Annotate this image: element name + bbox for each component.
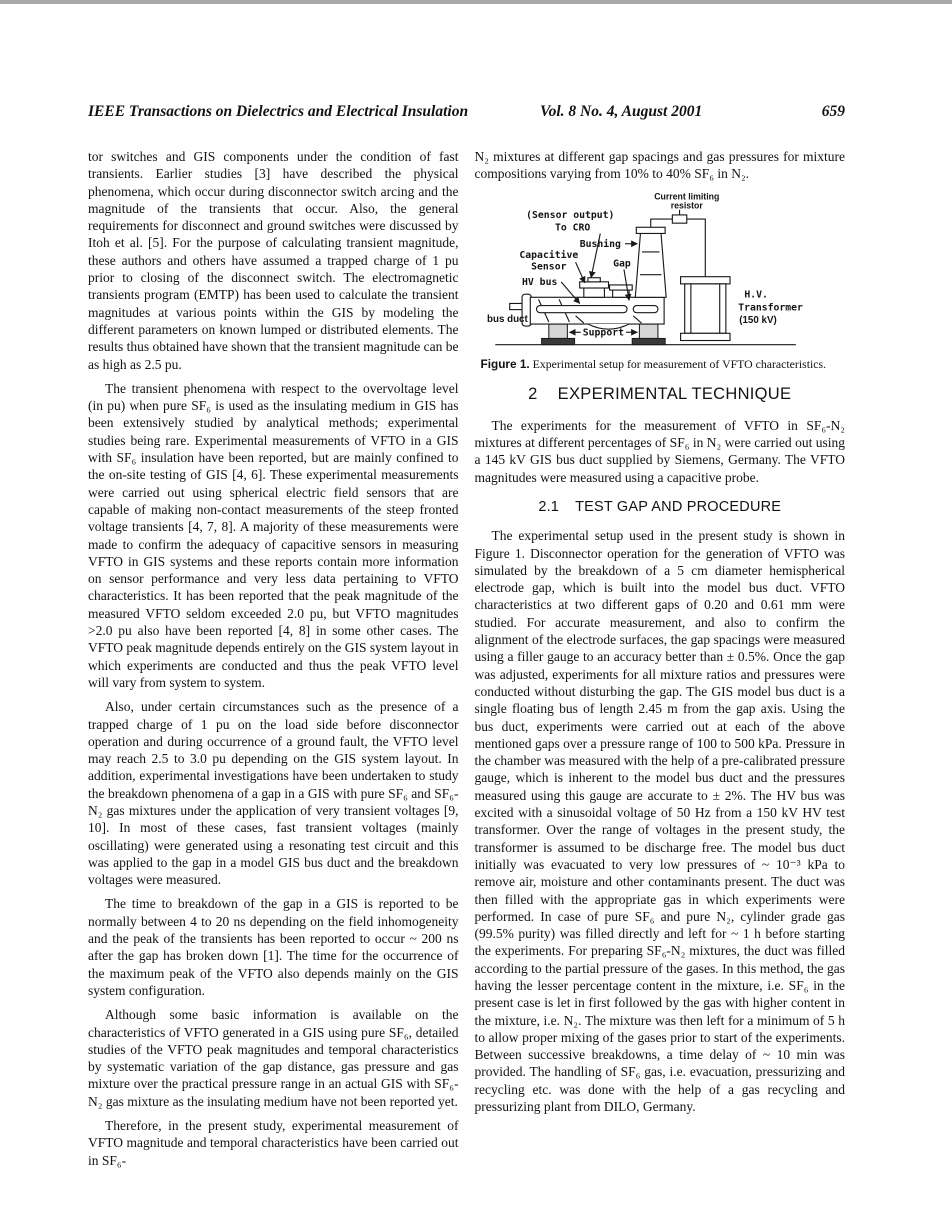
right-column	[475, 148, 846, 1176]
paragraph: The transient phenomena with respect to the overvoltage level (in pu) when pure SF₆ is used as the insulating medium in GIS has been extensively studied by analytical methods; experimental studies being rare. Experimental measurements of VFTO in a GIS with SF₆ insulation have been reported, but are mainly confined to the on-site testing of GIS [4, 6]. These experimental measurements were carried out using spherical electric field sensors that are capable of making non-contact measurements of the steep fronted voltage transients [4, 7, 8]. A majority of these measurements were made to confirm the adequacy of capacitive sensors in measuring VFTO in GIS systems and these reports contain more information on sensor performance and very less data pertaining to VFTO characteristics. It has been reported that the peak magnitude of the measured VFTO seldom exceeded 2.0 pu, but VFTO magnitudes >2.0 pu also have been reported [4, 8] in some other cases. The VFTO peak magnitude depends entirely on the GIS system layout in which experiments are conducted and thus the peak VFTO level will vary from system to system.	[88, 380, 459, 690]
paragraph: Therefore, in the present study, experimental measurement of VFTO magnitude and temporal characteristics have been carried out in SF₆-	[88, 1118, 459, 1168]
label-support: Support	[582, 326, 624, 338]
running-header	[88, 103, 845, 121]
subsection-number: 2.1	[538, 498, 560, 515]
paragraph: tor switches and GIS components under the condition of fast transients. Earlier studies [3] have described the physical phenomena, which occur during disconnector switch arcing and the magnitude of the transients that occur. Also, the general requirements for disconnect and ground switches were discussed by Itoh et al. [5]. For the purpose of calculating transient magnitude, these authors and others have assumed a trapped charge of 1 pu prior to closing of the disconnect switch. The electromagnetic transients program (EMTP) has been used to calculate the transient magnitudes at various points within the GIS by modeling the different parameters on known lumped or distributed elements. The results thus obtained have shown that the transient magnitude can be as high as 2.5 pu.	[88, 149, 459, 372]
left-column	[88, 148, 459, 1176]
figure-1	[475, 190, 846, 372]
label-resistor: resistor	[670, 200, 703, 211]
section-title: EXPERIMENTAL TECHNIQUE	[557, 385, 792, 404]
label-150kv: (150 kV)	[739, 314, 777, 326]
label-transformer: Transformer	[737, 302, 803, 314]
section-number: 2	[528, 385, 538, 404]
experimental-setup-diagram	[485, 190, 835, 350]
paragraph: N₂ mixtures at different gap spacings and gas pressures for mixture compositions varying from 10% to 40% SF₆ in N₂.	[474, 149, 845, 182]
page-number: 659	[821, 103, 845, 120]
paragraph: The time to breakdown of the gap in a GIS is reported to be normally between 4 to 20 ns depending on the field inhomogeneity and the peak of the transients has been reported to occur ~ 200 ns after the gap has broken down [1]. The time for the occurrence of the maximum peak of the VFTO also depends mainly on the GIS system configuration.	[88, 896, 459, 998]
figure-caption	[481, 357, 840, 372]
paragraph: The experiments for the measurement of VFTO in SF₆-N₂ mixtures at different percentages of SF₆ in N₂ were carried out using a 145 kV GIS bus duct supplied by Siemens, Germany. The VFTO magnitudes were measured using a capacitive probe.	[474, 417, 845, 485]
label-to-cro: To CRO	[554, 221, 591, 233]
two-column-body	[88, 148, 845, 1176]
issue-info: Vol. 8 No. 4, August 2001	[540, 103, 703, 120]
section-heading-2	[475, 386, 846, 403]
label-hv: H.V.	[744, 288, 768, 300]
label-sensor: Sensor	[530, 261, 567, 273]
figure-caption-text: Experimental setup for measurement of VFTO characteristics.	[532, 356, 827, 371]
paragraph: Although some basic information is available on the characteristics of VFTO generated in a GIS using pure SF₆, detailed studies of the VFTO peak magnitudes and temporal characteristics by systematic variation of the gap distance, gas pressure and gas mixture over the practical pressure range in an actual GIS with SF₆-N₂ gas mixture as the insulating medium have not been reported yet.	[88, 1007, 459, 1109]
paragraph: Also, under certain circumstances such as the presence of a trapped charge of 1 pu on the load side before disconnector operation and during occurrence of a ground fault, the VFTO level may reach 2.5 to 3.0 pu depending on the GIS system layout. In addition, experimental investigations have been undertaken to study the breakdown phenomena of a gap in a GIS with pure SF₆ and SF₆-N₂ gas mixtures under the application of very transient voltages [9, 10]. In most of these cases, fast transient voltages (mainly oscillating) were generated using a resonating test circuit and this was applied to the gap in a model GIS bus duct and the breakdown voltages were measured.	[88, 699, 459, 888]
bushing-drawing	[635, 227, 666, 297]
label-bus-duct: bus duct	[486, 313, 528, 325]
label-hv-bus: HV bus	[521, 276, 558, 288]
section-heading-2-1	[475, 499, 846, 516]
label-capacitive: Capacitive	[519, 249, 578, 261]
journal-title: IEEE Transactions on Dielectrics and Electrical Insulation	[88, 103, 469, 120]
figure-caption-label: Figure 1.	[480, 356, 530, 371]
label-bushing: Bushing	[579, 238, 621, 250]
hv-transformer-drawing	[680, 276, 729, 340]
scan-top-edge	[0, 0, 952, 4]
label-sensor-output: (Sensor output)	[525, 209, 615, 221]
label-current-limiting: Current limiting	[653, 191, 720, 202]
subsection-title: TEST GAP AND PROCEDURE	[575, 498, 782, 515]
hv-bus-rod	[536, 305, 657, 312]
label-gap: Gap	[612, 257, 631, 269]
paragraph: The experimental setup used in the present study is shown in Figure 1. Disconnector operation for the generation of VFTO was simulated by the breakdown of a 5 cm diameter hemispherical electrode gap, which is built into the model bus duct. VFTO characteristics at two different gaps of 0.20 and 0.61 mm were studied. For accurate measurement, and also to confirm the alignment of the electrode surfaces, the gap spacings were measured using a filler gauge to an accuracy better than ± 0.5%. Once the gap was adjusted, experiments for all mixture ratios and pressures were conducted without disturbing the gap. The GIS model bus duct is a single floating bus of length 2.45 m from the gap axis. Using the bus duct, experiments were carried out at each of the above mentioned gaps over a pressure range of 100 to 500 kPa. Pressure in the chamber was measured with the help of a pre-calibrated pressure gauge, which is inherent to the model bus duct and the pressures measured using this gauge are accurate to ± 2%. The HV bus was excited with a sinusoidal voltage of 50 Hz from a 150 kV HV test transformer. Over the range of voltages in the present study, the transformer is assumed to be discharge free. The model bus duct initially was evacuated to very low pressures of ~ 10⁻³ kPa to remove air, moisture and other contaminants present. The duct was then filled with the appropriate gas in which experiments were performed. In case of pure SF₆ and pure N₂, cylinder grade gas (99.5% purity) was filled directly and left for ~ 1 h before starting the experiments. For preparing SF₆-N₂ mixtures, the duct was filled according to the partial pressure of the gases. In this method, the gas having the lesser percentage content in the mixture, i.e. SF₆ in the present case is let in first followed by the gas with higher content in the mixture, i.e. N₂. The mixture was then left for a minimum of 5 h to allow proper mixing of the gases prior to start of the experiments. Between successive breakdowns, a time delay of ~ 10 min was provided. The handling of SF₆ gas, i.e. evacuation, pressurizing and recycling etc. was done with the help of a gas recycling and pressurizing plant from DILO, Germany.	[474, 528, 845, 1115]
